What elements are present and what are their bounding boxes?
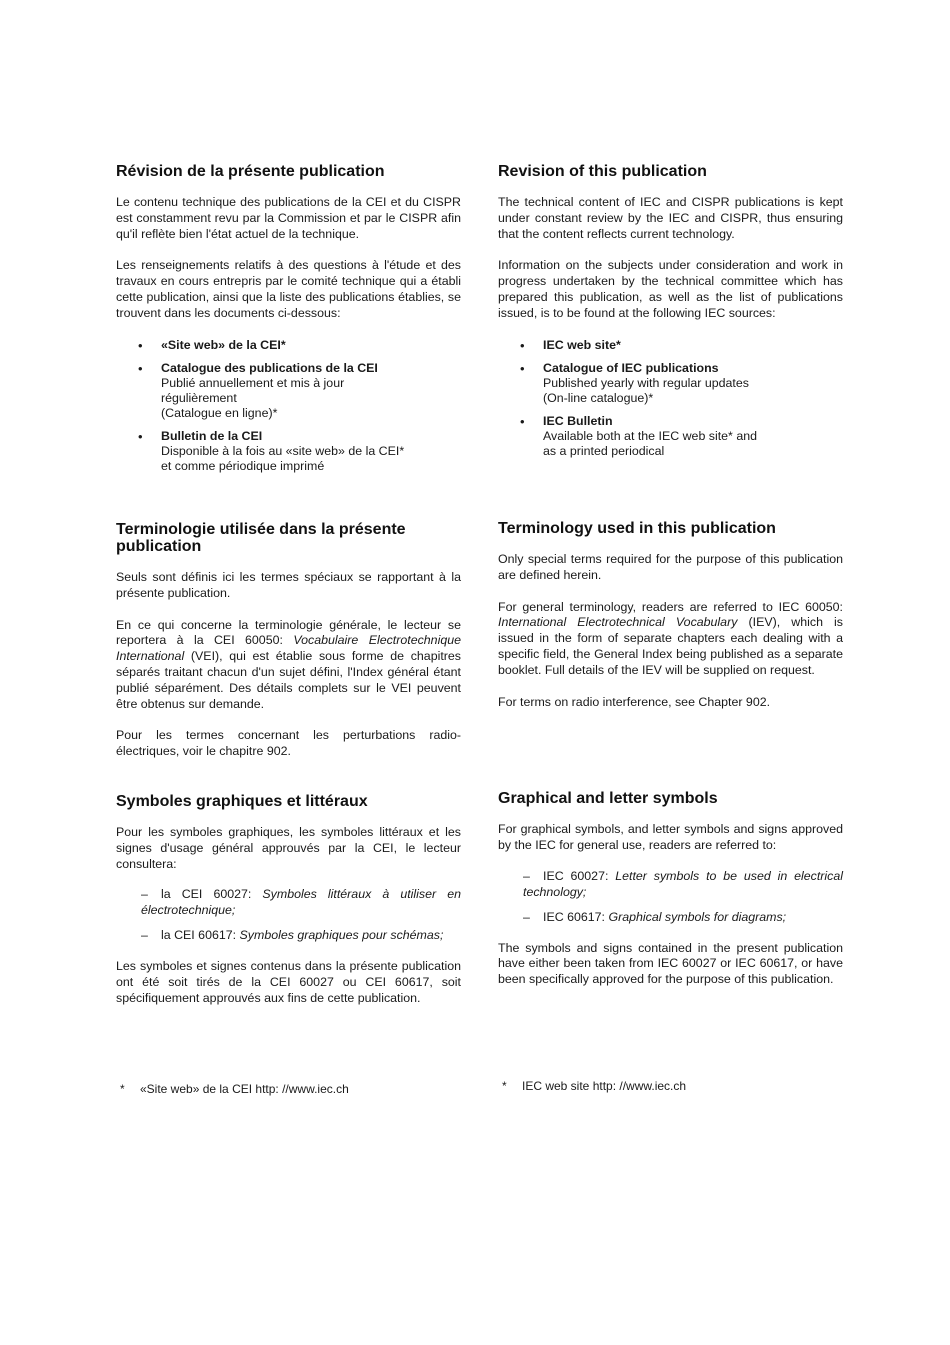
fr-source-desc: Publié annuellement et mis à jour xyxy=(161,375,345,390)
en-footnote xyxy=(502,1079,686,1094)
en-symbols-section xyxy=(498,790,843,988)
footnote-marker: * xyxy=(502,1079,507,1093)
en-revision-para-2: Information on the subjects under consideration and work in progress undertaken by the technical committee which has prepared this publication, as well as the list of publications issued, is to be found at the following IEC sources: xyxy=(498,258,843,320)
en-source-desc: Published yearly with regular updates xyxy=(543,375,749,390)
fr-source-desc: et comme périodique imprimé xyxy=(161,458,325,473)
en-symbols-para-1: For graphical symbols, and letter symbols and signs approved by the IEC for general use, readers are referred to: xyxy=(498,822,843,852)
en-source-item xyxy=(498,414,843,459)
fr-terminology-heading: Terminologie utilisée dans la présente publication xyxy=(116,521,406,555)
en-terminology-para-3: For terms on radio interference, see Chapter 902. xyxy=(498,694,771,709)
en-symbols-item: – IEC 60617: Graphical symbols for diagrams; xyxy=(498,909,843,925)
fr-source-desc: (Catalogue en ligne)* xyxy=(161,405,278,420)
fr-symbols-para-1: Pour les symboles graphiques, les symboles littéraux et les signes d'usage général approuvés par la CEI, le lecteur consultera: xyxy=(116,825,461,871)
en-source-title: • IEC Bulletin xyxy=(543,413,613,428)
fr-revision-para-2: Les renseignements relatifs à des questions à l'étude et des travaux en cours entrepris par le comité technique qui a établi cette publication, ainsi que la liste des publications établies, se trouvent dans les documents ci-dessous: xyxy=(116,258,461,320)
fr-symbols-item: – la CEI 60617: Symboles graphiques pour schémas; xyxy=(116,927,461,943)
en-terminology-para-1: Only special terms required for the purpose of this publication are defined herein. xyxy=(498,552,843,582)
en-source-title: • IEC web site* xyxy=(543,337,621,352)
fr-terminology-section xyxy=(116,521,461,760)
fr-source-title: • Bulletin de la CEI xyxy=(161,428,263,443)
fr-footnote-text: «Site web» de la CEI http: //www.iec.ch xyxy=(140,1082,349,1096)
fr-symbols-heading: Symboles graphiques et littéraux xyxy=(116,793,368,810)
en-sources-list xyxy=(498,338,843,459)
en-footnote-text: IEC web site http: //www.iec.ch xyxy=(522,1079,687,1093)
fr-revision-para-1: Le contenu technique des publications de la CEI et du CISPR est constamment revu par la Commission et par le CISPR afin qu'il reflète bien l'état actuel de la technique. xyxy=(116,195,461,241)
en-source-item xyxy=(498,338,843,353)
fr-terminology-para-3: Pour les termes concernant les perturbations radio-électriques, voir le chapitre 902. xyxy=(116,728,461,759)
fr-symbols-para-2: Les symboles et signes contenus dans la présente publication ont été soit tirés de la CEI 60027 ou CEI 60617, soit spécifiquement approuvés aux fins de cette publication. xyxy=(116,959,461,1005)
fr-revision-section xyxy=(116,163,461,482)
fr-footnote xyxy=(120,1082,349,1097)
fr-source-item xyxy=(116,338,461,353)
en-terminology-para-2: For general terminology, readers are referred to IEC 60050: International Electrotechnical Vocabulary (IEV), which is issued in the form of separate chapters each dealing with a specific field, the General Index being published as a separate booklet. Full details of the IEV will be supplied on request. xyxy=(498,599,844,677)
en-terminology-heading: Terminology used in this publication xyxy=(498,520,776,537)
footnote-marker: * xyxy=(120,1082,125,1096)
en-symbols-list xyxy=(498,868,843,925)
fr-symbols-list xyxy=(116,886,461,943)
en-source-desc: (On-line catalogue)* xyxy=(543,390,654,405)
fr-symbols-section xyxy=(116,793,461,1007)
en-symbols-heading: Graphical and letter symbols xyxy=(498,790,718,807)
en-symbols-item: – IEC 60027: Letter symbols to be used in electrical technology; xyxy=(498,868,843,900)
fr-revision-heading: Révision de la présente publication xyxy=(116,163,385,180)
en-source-desc: as a printed periodical xyxy=(543,443,665,458)
en-revision-heading: Revision of this publication xyxy=(498,163,707,180)
en-source-title: • Catalogue of IEC publications xyxy=(543,360,719,375)
en-revision-para-1: The technical content of IEC and CISPR publications is kept under constant review by the IEC and CISPR, thus ensuring that the content reflects current technology. xyxy=(498,195,843,241)
fr-terminology-para-1: Seuls sont définis ici les termes spéciaux se rapportant à la présente publication. xyxy=(116,570,461,600)
en-symbols-para-2: The symbols and signs contained in the present publication have either been taken from IEC 60027 or IEC 60617, or have been specifically approved for the purpose of this publication. xyxy=(498,940,843,987)
fr-source-desc: Disponible à la fois au «site web» de la CEI* xyxy=(161,443,405,458)
fr-sources-list xyxy=(116,338,461,474)
en-terminology-section xyxy=(498,520,843,710)
fr-terminology-para-2: En ce qui concerne la terminologie générale, le lecteur se reportera à la CEI 60050: Vocabulaire Electrotechnique International (VEI), qui est établie sous forme de chapitres séparés traitant chacun d'un sujet défini, l'Index général étant publié séparément. Des détails complets sur le VEI peuvent être obtenus sur demande. xyxy=(116,617,461,711)
en-source-desc: Available both at the IEC web site* and xyxy=(543,428,757,443)
fr-source-title: • Catalogue des publications de la CEI xyxy=(161,360,378,375)
fr-source-title: • «Site web» de la CEI* xyxy=(161,337,286,352)
fr-source-desc: régulièrement xyxy=(161,390,237,405)
fr-symbols-item: – la CEI 60027: Symboles littéraux à utiliser en électrotechnique; xyxy=(116,886,461,918)
fr-source-item xyxy=(116,361,461,421)
fr-source-item xyxy=(116,429,461,474)
en-source-item xyxy=(498,361,843,406)
en-revision-section xyxy=(498,163,843,467)
